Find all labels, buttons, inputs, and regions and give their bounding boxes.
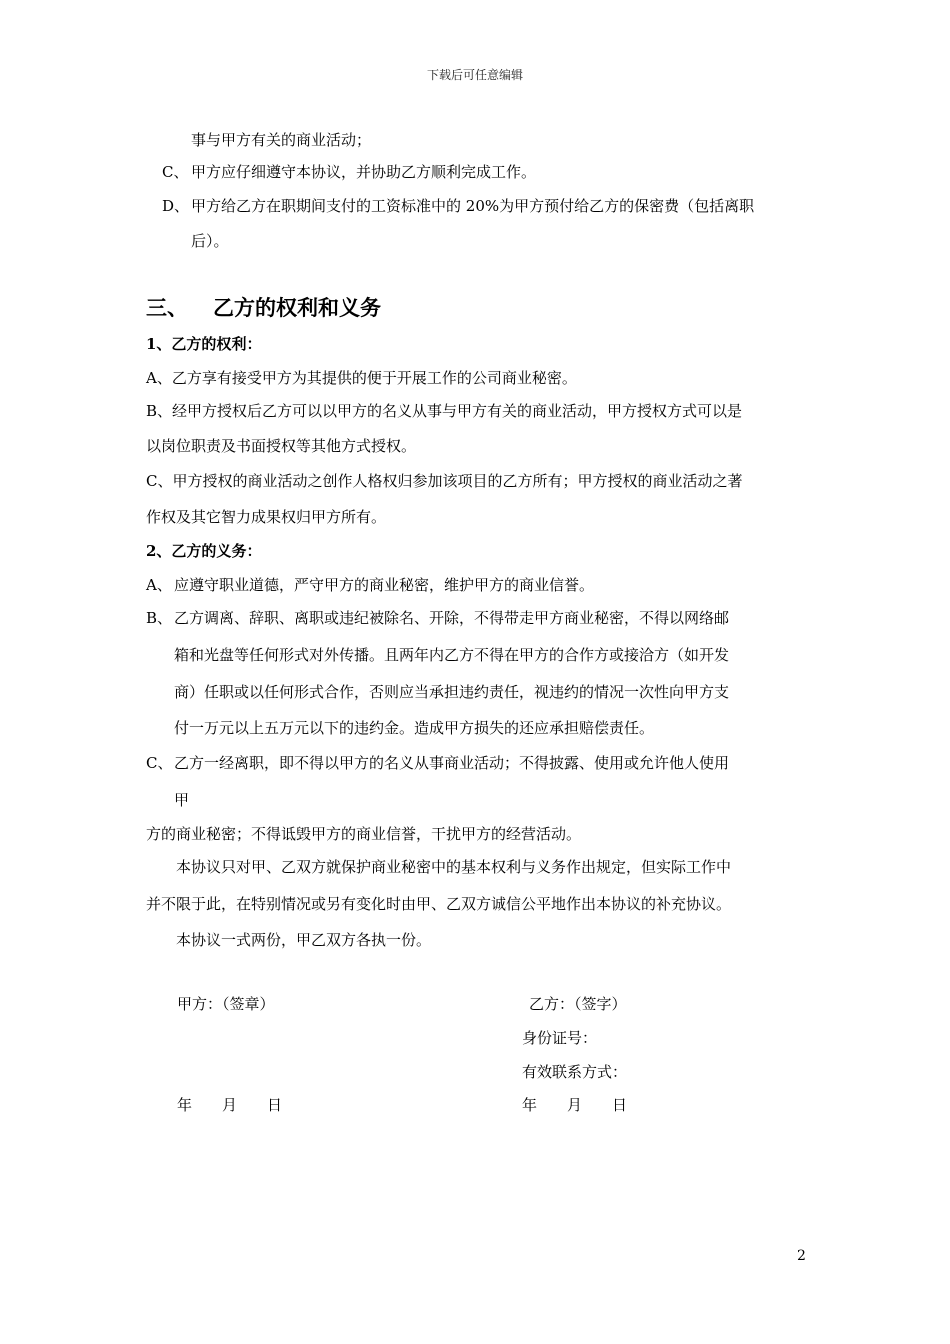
- party-a-item-d-line2: 后）。: [191, 232, 229, 250]
- duties-heading: 2、乙方的义务：: [146, 542, 262, 560]
- page-header: 下载后可任意编辑: [426, 68, 523, 82]
- rights-heading: 1、乙方的权利：: [146, 335, 262, 353]
- party-b-signature-label: 乙方：（签字）: [529, 995, 627, 1013]
- duties-item-b-line1: 乙方调离、辞职、离职或违纪被除名、开除，不得带走甲方商业秘密，不得以网络邮: [174, 609, 730, 627]
- duties-item-a: 应遵守职业道德，严守甲方的商业秘密，维护甲方的商业信誉。: [174, 576, 595, 594]
- duties-item-a-marker: A、: [146, 576, 172, 594]
- contact-label: 有效联系方式：: [522, 1063, 628, 1081]
- closing-paragraph-line1: 本协议只对甲、乙双方就保护商业秘密中的基本权利与义务作出规定，但实际工作中: [176, 858, 732, 876]
- section-number: 三、: [146, 295, 188, 320]
- party-a-item-d-marker: D、: [162, 197, 190, 215]
- rights-item-c-line1: C、甲方授权的商业活动之创作人格权归参加该项目的乙方所有；甲方授权的商业活动之著: [146, 472, 743, 490]
- party-b-date: 年 月 日: [522, 1096, 628, 1114]
- party-a-date: 年 月 日: [177, 1096, 283, 1114]
- closing-paragraph-line2: 并不限于此，在特别情况或另有变化时由甲、乙双方诚信公平地作出本协议的补充协议。: [146, 895, 732, 913]
- page-number: 2: [797, 1248, 806, 1264]
- section-title: 乙方的权利和义务: [213, 295, 381, 320]
- duties-item-c-line1: 乙方一经离职，即不得以甲方的名义从事商业活动；不得披露、使用或允许他人使用: [174, 754, 730, 772]
- party-a-item-c: 甲方应仔细遵守本协议，并协助乙方顺利完成工作。: [191, 163, 537, 181]
- rights-item-a: A、乙方享有接受甲方为其提供的便于开展工作的公司商业秘密。: [146, 369, 577, 387]
- party-a-item-d-line1: 甲方给乙方在职期间支付的工资标准中的 20%为甲方预付给乙方的保密费（包括离职: [191, 197, 755, 215]
- duties-item-c-line2: 甲: [174, 791, 190, 809]
- duties-item-c-line3: 方的商业秘密；不得诋毁甲方的商业信誉，干扰甲方的经营活动。: [146, 825, 582, 843]
- copies-statement: 本协议一式两份，甲乙双方各执一份。: [176, 931, 432, 949]
- duties-item-b-line3: 商）任职或以任何形式合作，否则应当承担违约责任，视违约的情况一次性向甲方支: [174, 683, 730, 701]
- party-a-item-c-marker: C、: [162, 163, 189, 181]
- party-a-signature-label: 甲方：（签章）: [177, 995, 275, 1013]
- duties-item-b-line4: 付一万元以上五万元以下的违约金。造成甲方损失的还应承担赔偿责任。: [174, 719, 655, 737]
- rights-item-b-line1: B、经甲方授权后乙方可以以甲方的名义从事与甲方有关的商业活动，甲方授权方式可以是: [146, 402, 743, 420]
- party-a-continued-line: 事与甲方有关的商业活动；: [191, 131, 372, 149]
- duties-item-b-marker: B、: [146, 609, 173, 627]
- id-number-label: 身份证号：: [522, 1029, 598, 1047]
- duties-item-b-line2: 箱和光盘等任何形式对外传播。且两年内乙方不得在甲方的合作方或接洽方（如开发: [174, 646, 730, 664]
- duties-item-c-marker: C、: [146, 754, 173, 772]
- rights-item-c-line2: 作权及其它智力成果权归甲方所有。: [146, 508, 387, 526]
- rights-item-b-line2: 以岗位职责及书面授权等其他方式授权。: [146, 437, 417, 455]
